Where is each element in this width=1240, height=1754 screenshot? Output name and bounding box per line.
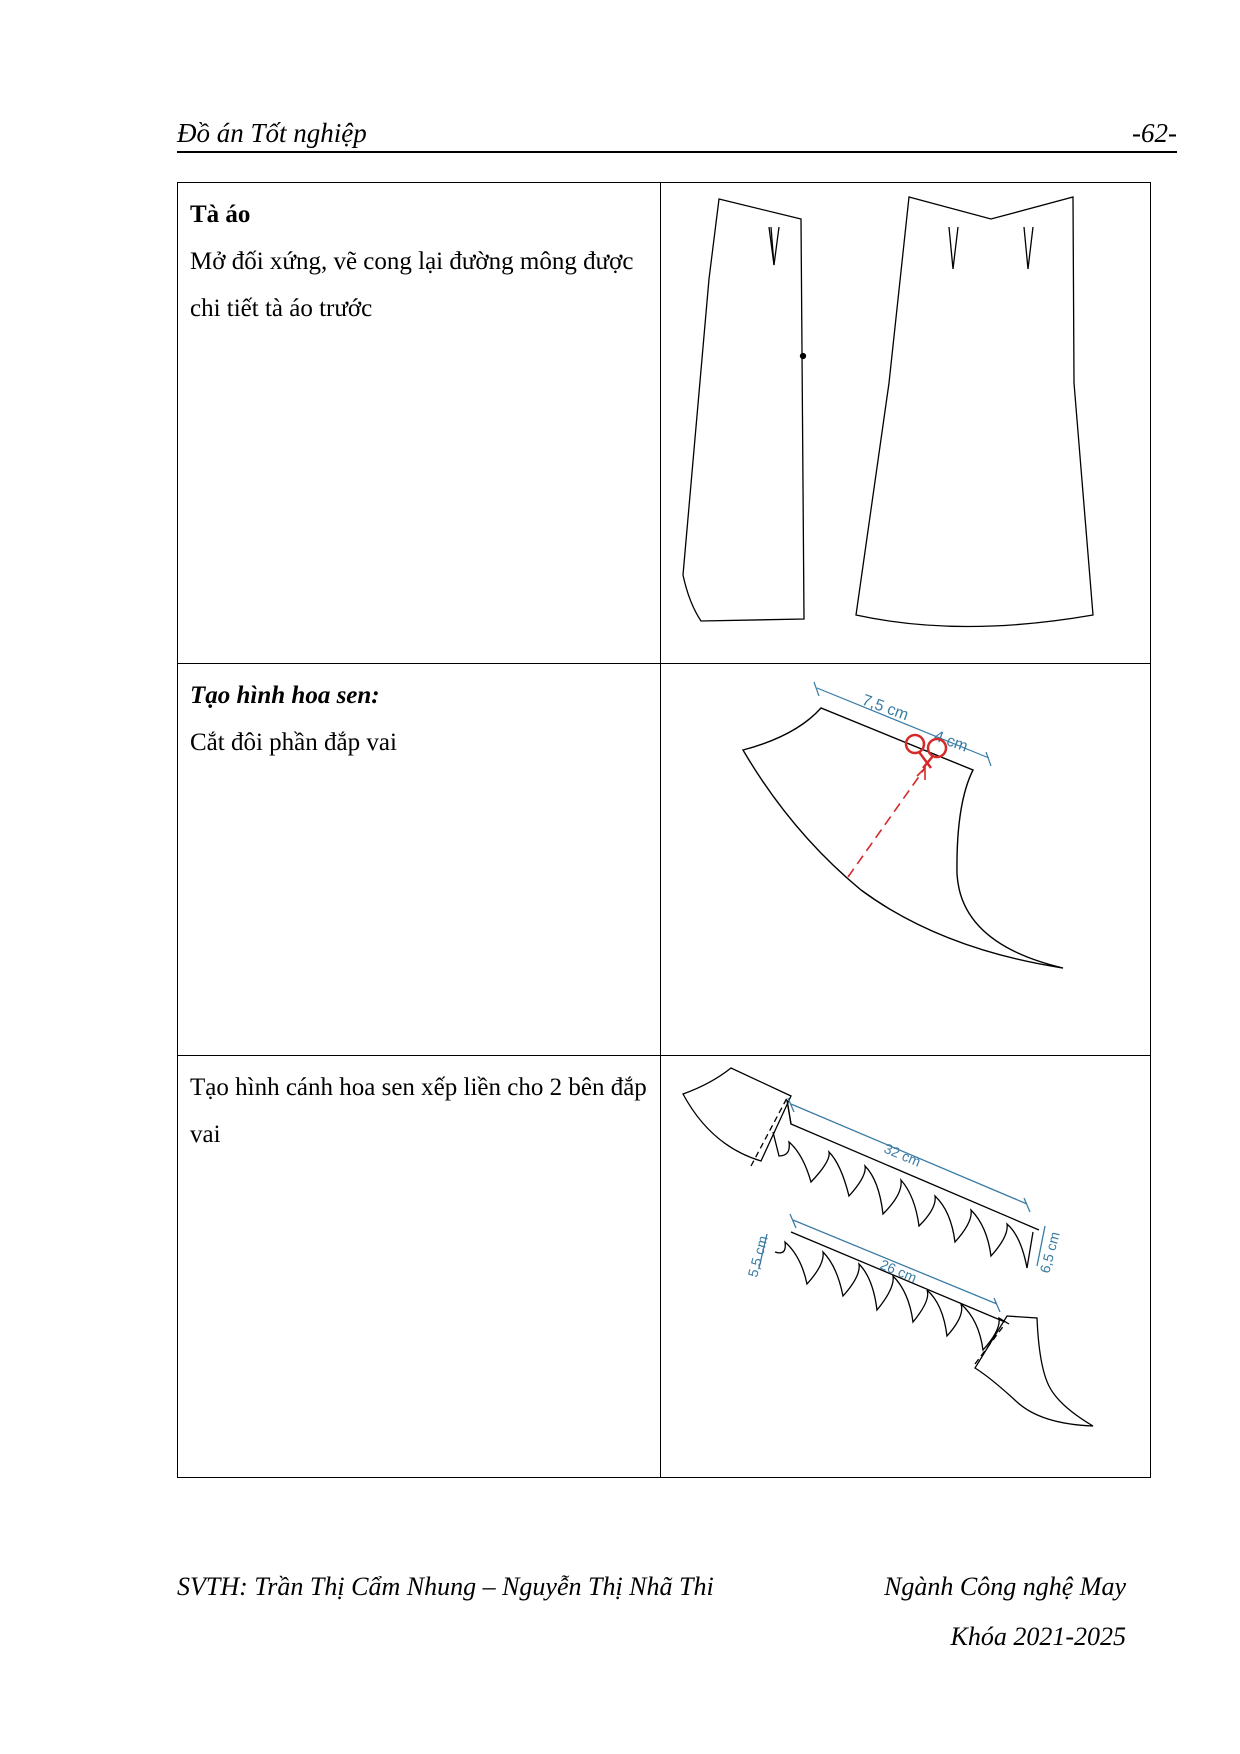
dimension-label-top-side: 6,5 cm — [1036, 1230, 1063, 1275]
dimension-label-top-length: 32 cm — [881, 1140, 924, 1170]
steps-table — [177, 182, 1151, 1478]
footer-major: Ngành Công nghệ May — [884, 1572, 1126, 1601]
page-number: -62- — [1132, 118, 1177, 148]
step-text-cell — [178, 1056, 661, 1478]
step-heading: Tạo hình hoa sen: — [190, 682, 380, 709]
step-body: Tạo hình cánh hoa sen xếp liền cho 2 bên đắp vai — [190, 1074, 647, 1148]
dimension-label-b: 4 cm — [931, 727, 971, 756]
shoulder-piece-cut-figure — [661, 664, 1150, 1054]
table-row — [178, 1056, 1151, 1478]
footer-authors: SVTH: Trần Thị Cẩm Nhung – Nguyễn Thị Nhã Thi — [177, 1572, 714, 1601]
dimension-label-a: 7,5 cm — [859, 691, 911, 725]
step-heading: Tà áo — [190, 201, 251, 228]
header-rule — [177, 151, 1177, 153]
table-row — [178, 664, 1151, 1056]
step-body: Cắt đôi phần đắp vai — [190, 729, 397, 756]
step-body: Mở đối xứng, vẽ cong lại đường mông được chi tiết tà áo trước — [190, 248, 634, 322]
lotus-petal-figure — [661, 1056, 1150, 1476]
footer-cohort: Khóa 2021-2025 — [950, 1622, 1126, 1651]
dimension-label-bottom-length: 26 cm — [877, 1256, 920, 1286]
step-text-cell — [178, 664, 661, 1056]
step-text-cell — [178, 183, 661, 664]
document-title: Đồ án Tốt nghiệp — [177, 118, 367, 148]
step-figure-cell — [661, 1056, 1151, 1478]
skirt-pattern-figure — [661, 183, 1150, 662]
step-figure-cell — [661, 664, 1151, 1056]
page-header — [177, 118, 1177, 152]
table-row — [178, 183, 1151, 664]
step-figure-cell — [661, 183, 1151, 664]
dimension-label-bottom-side: 5,5 cm — [744, 1234, 771, 1279]
